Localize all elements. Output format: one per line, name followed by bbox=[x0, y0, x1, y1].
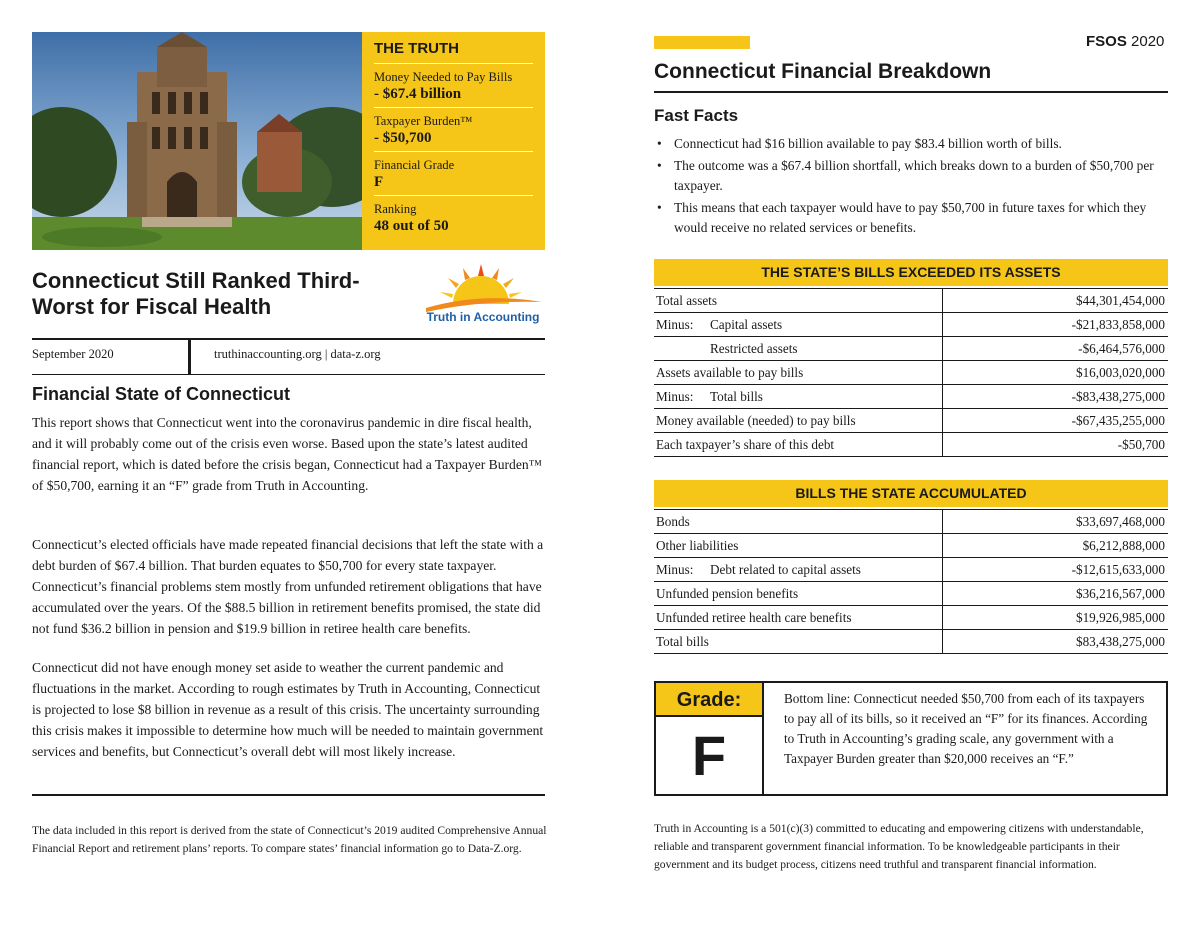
row-value: -$12,615,633,000 bbox=[942, 558, 1168, 582]
table-row bbox=[654, 510, 1168, 534]
meta-bottom-rule bbox=[32, 374, 545, 375]
table-row bbox=[654, 582, 1168, 606]
table-row bbox=[654, 385, 1168, 409]
table-row bbox=[654, 337, 1168, 361]
assets-table bbox=[654, 288, 1168, 457]
fast-facts-title: Fast Facts bbox=[654, 106, 739, 125]
truth-row-taxpayer-burden bbox=[374, 107, 533, 151]
truth-summary-box bbox=[362, 32, 545, 250]
fsos-label bbox=[1086, 33, 1164, 50]
row-label: Assets available to pay bills bbox=[656, 364, 804, 380]
truth-row-label: Financial Grade bbox=[374, 158, 455, 172]
fast-fact-item: • Connecticut had $16 billion available to pay $83.4 billion worth of bills. bbox=[654, 134, 1168, 154]
row-prefix: Minus: bbox=[656, 561, 694, 577]
row-label: Money available (needed) to pay bills bbox=[656, 412, 856, 428]
campus-building-photo bbox=[32, 32, 362, 250]
breakdown-title-rule bbox=[654, 91, 1168, 93]
table-row bbox=[654, 558, 1168, 582]
logo-wordmark: Truth in Accounting bbox=[426, 310, 540, 324]
row-value: -$50,700 bbox=[942, 433, 1168, 457]
row-value: $36,216,567,000 bbox=[942, 582, 1168, 606]
row-value: $44,301,454,000 bbox=[942, 289, 1168, 313]
truth-row-label: Ranking bbox=[374, 202, 417, 216]
row-label: Other liabilities bbox=[656, 537, 739, 553]
body-paragraph: This report shows that Connecticut went into the coronavirus pandemic in dire fiscal health, and it will probably come out of the crisis even worse. Based upon the state’s latest audited financial report, which is dated before the crisis began, Connecticut had a Taxpayer Burden™ of $50,700, earning it an “F” grade from Truth in Accounting. bbox=[32, 415, 542, 493]
meta-top-rule bbox=[32, 338, 545, 340]
row-value: -$67,435,255,000 bbox=[942, 409, 1168, 433]
row-value: $6,212,888,000 bbox=[942, 534, 1168, 558]
row-value: $83,438,275,000 bbox=[942, 630, 1168, 654]
row-label: Total bills bbox=[656, 633, 709, 649]
truth-row-value: - $50,700 bbox=[374, 130, 432, 146]
row-label: Capital assets bbox=[710, 316, 783, 332]
bills-table bbox=[654, 509, 1168, 654]
yellow-accent-bar bbox=[654, 36, 750, 49]
report-headline: Connecticut Still Ranked Third-Worst for Fiscal Health bbox=[32, 268, 360, 319]
table-row bbox=[654, 409, 1168, 433]
row-label: Unfunded pension benefits bbox=[656, 585, 799, 601]
body-paragraph: Connecticut did not have enough money set aside to weather the current pandemic and fluctuations in the market. According to rough estimates by Truth in Accounting, Connecticut is projected to lose $8 billion in revenue as a result of this crisis. The uncertainty surrounding this crisis makes it impossible to determine how much will be needed to maintain government services and benefits, but Connecticut’s overall debt will most likely increase. bbox=[32, 660, 544, 759]
fast-facts-list bbox=[654, 134, 1168, 240]
row-value: -$83,438,275,000 bbox=[942, 385, 1168, 409]
row-label: Total assets bbox=[656, 292, 717, 308]
table-row bbox=[654, 534, 1168, 558]
row-value: $33,697,468,000 bbox=[942, 510, 1168, 534]
row-label: Bonds bbox=[656, 513, 690, 529]
truth-row-value: 48 out of 50 bbox=[374, 218, 449, 234]
grade-bottom-line: Bottom line: Connecticut needed $50,700 from each of its taxpayers to pay all of its bills, so it received an “F” for its finances. According to Truth in Accounting’s grading scale, any government with a Taxpayer Burden greater than $20,000 receives an “F.” bbox=[784, 691, 1148, 766]
bills-table-header: BILLS THE STATE ACCUMULATED bbox=[654, 480, 1168, 507]
truth-row-value: - $67.4 billion bbox=[374, 86, 462, 102]
row-label: Each taxpayer’s share of this debt bbox=[656, 436, 835, 452]
row-label: Restricted assets bbox=[710, 340, 798, 356]
body-paragraph: Connecticut’s elected officials have made repeated financial decisions that left the state with a debt burden of $67.4 billion. That burden equates to $50,700 for every state taxpayer. Connecticut’s financial problems stem mostly from unfunded retirement obligations that have accumulated over the years. Of the $88.5 billion in retirement benefits promised, the state did not fund $36.2 billion in pension and $19.9 billion in retiree health care benefits. bbox=[32, 537, 544, 636]
truth-row-financial-grade bbox=[374, 151, 533, 195]
table-row bbox=[654, 313, 1168, 337]
report-websites: truthinaccounting.org | data-z.org bbox=[214, 347, 381, 361]
row-label: Unfunded retiree health care benefits bbox=[656, 609, 852, 625]
fsos-bold: FSOS bbox=[1086, 33, 1127, 50]
left-footer-rule bbox=[32, 794, 545, 796]
truth-box-title: THE TRUTH bbox=[374, 40, 459, 57]
row-label: Debt related to capital assets bbox=[710, 561, 861, 577]
table-row bbox=[654, 630, 1168, 654]
sun-icon bbox=[426, 264, 542, 312]
truth-row-ranking bbox=[374, 195, 533, 239]
grade-letter: F bbox=[691, 724, 727, 787]
truth-in-accounting-logo bbox=[418, 262, 548, 326]
row-value: $19,926,985,000 bbox=[942, 606, 1168, 630]
table-row bbox=[654, 433, 1168, 457]
section-title-financial-state: Financial State of Connecticut bbox=[32, 384, 291, 404]
truth-row-money-needed bbox=[374, 63, 533, 107]
truth-row-value: F bbox=[374, 174, 384, 190]
row-prefix: Minus: bbox=[656, 388, 694, 404]
fsos-year: 2020 bbox=[1131, 33, 1165, 50]
row-label: Total bills bbox=[710, 388, 763, 404]
fast-fact-item: • The outcome was a $67.4 billion shortfall, which breaks down to a burden of $50,700 per taxpayer. bbox=[654, 156, 1168, 196]
data-source-note: The data included in this report is derived from the state of Connecticut’s 2019 audited Comprehensive Annual Financial Report and retirement plans’ reports. To compare states’ financial information go to Data-Z.org. bbox=[32, 824, 547, 855]
assets-table-header: THE STATE’S BILLS EXCEEDED ITS ASSETS bbox=[654, 259, 1168, 286]
truth-row-label: Taxpayer Burden™ bbox=[374, 114, 473, 128]
organization-note: Truth in Accounting is a 501(c)(3) committed to educating and empowering citizens with understandable, reliable and transparent government financial information. To be knowledgeable participants in their government and its budget process, citizens need truthful and transparent financial information. bbox=[654, 822, 1144, 871]
truth-row-label: Money Needed to Pay Bills bbox=[374, 70, 513, 84]
grade-badge bbox=[656, 683, 764, 794]
fast-fact-item: • This means that each taxpayer would have to pay $50,700 in future taxes for which they would receive no related services or benefits. bbox=[654, 198, 1168, 238]
grade-box bbox=[654, 681, 1168, 796]
table-row bbox=[654, 289, 1168, 313]
grade-label: Grade: bbox=[656, 683, 762, 717]
row-prefix: Minus: bbox=[656, 316, 694, 332]
meta-divider bbox=[188, 338, 191, 374]
table-row bbox=[654, 361, 1168, 385]
row-value: -$21,833,858,000 bbox=[942, 313, 1168, 337]
breakdown-title: Connecticut Financial Breakdown bbox=[654, 60, 992, 83]
table-row bbox=[654, 606, 1168, 630]
report-date: September 2020 bbox=[32, 347, 114, 361]
row-value: -$6,464,576,000 bbox=[942, 337, 1168, 361]
row-value: $16,003,020,000 bbox=[942, 361, 1168, 385]
